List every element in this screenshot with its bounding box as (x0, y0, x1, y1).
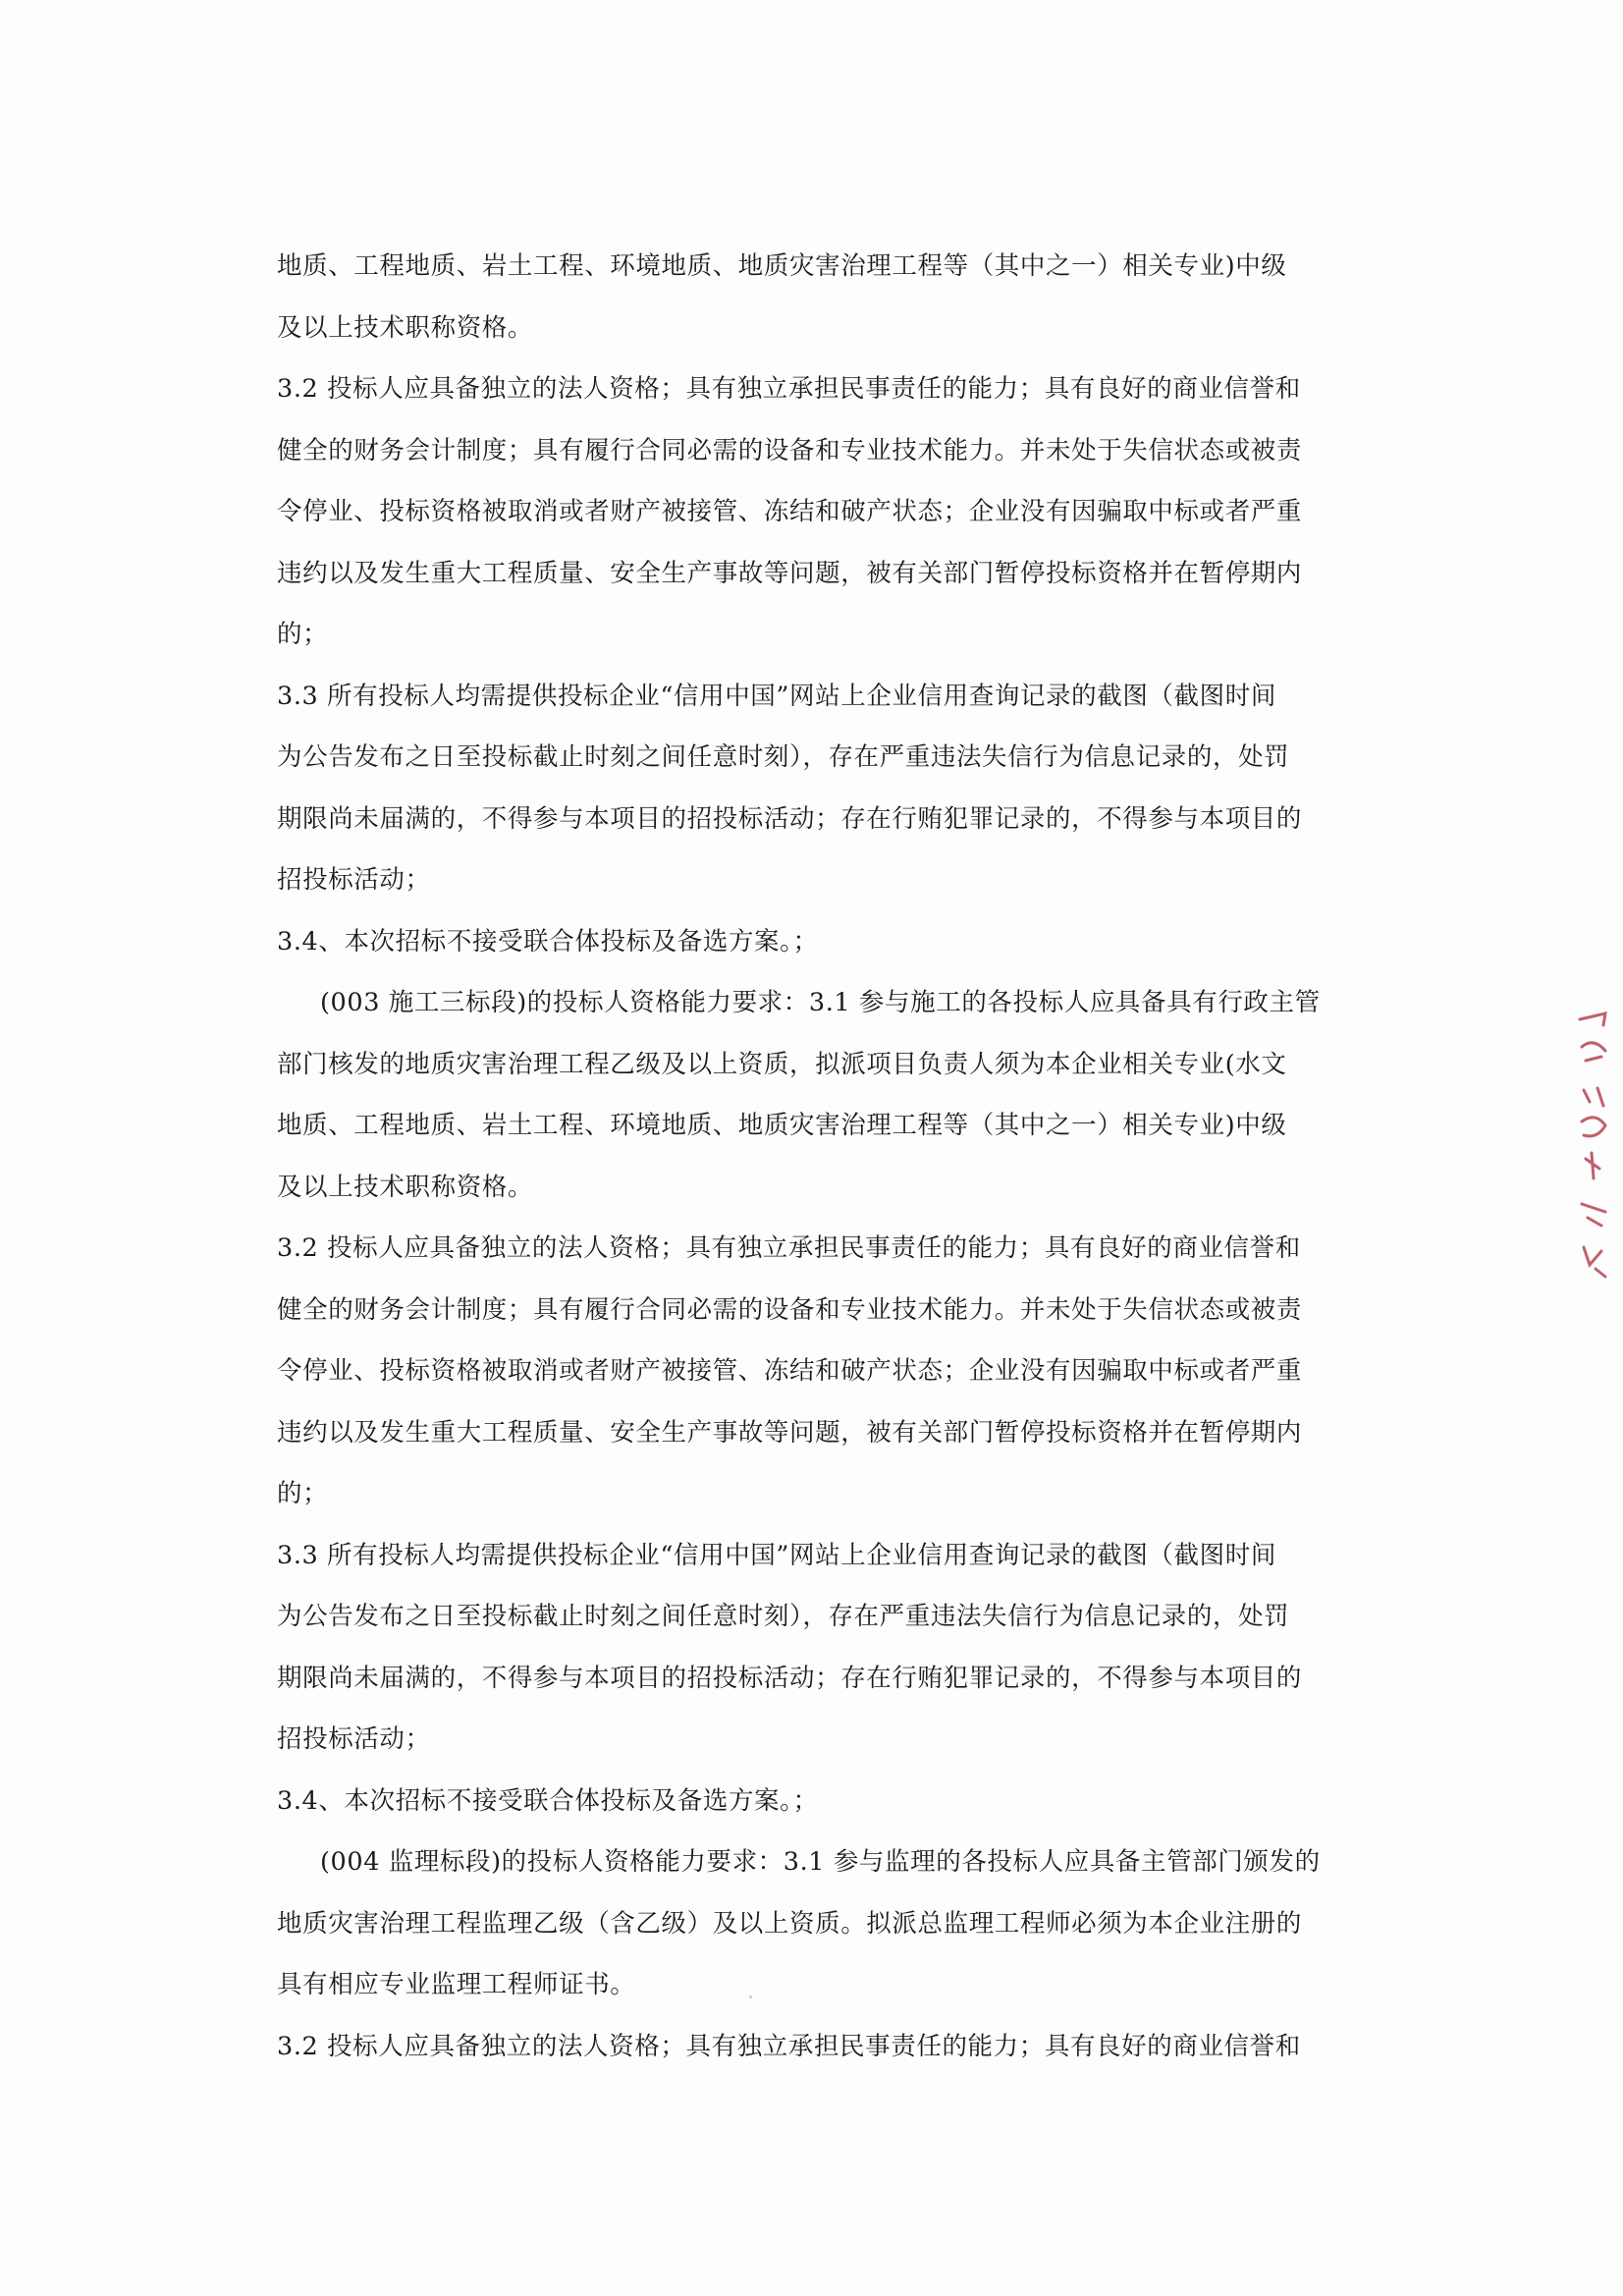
text-line: 期限尚未届满的，不得参与本项目的招投标活动；存在行贿犯罪记录的，不得参与本项目的 (277, 803, 1303, 834)
text-line: 令停业、投标资格被取消或者财产被接管、冻结和破产状态；企业没有因骗取中标或者严重 (277, 1356, 1303, 1386)
text-line: 招投标活动； (277, 865, 431, 895)
text-line: 部门核发的地质灾害治理工程乙级及以上资质，拟派项目负责人须为本企业相关专业(水文 (277, 1049, 1287, 1079)
text-line: 3.3 所有投标人均需提供投标企业“信用中国”网站上企业信用查询记录的截图（截图时间 (277, 681, 1276, 711)
text-line: 的； (277, 1479, 329, 1508)
text-line: 3.4、本次招标不接受联合体投标及备选方案。； (277, 1785, 819, 1816)
text-line: 违约以及发生重大工程质量、安全生产事故等问题，被有关部门暂停投标资格并在暂停期内 (277, 1417, 1303, 1448)
text-line: 地质、工程地质、岩土工程、环境地质、地质灾害治理工程等（其中之一）相关专业)中级 (277, 251, 1287, 281)
text-line: 及以上技术职称资格。 (277, 1172, 534, 1202)
section-heading-003: (003 施工三标段)的投标人资格能力要求：3.1 参与施工的各投标人应具备具有行政主管 (320, 988, 1321, 1017)
text-line: 3.2 投标人应具备独立的法人资格；具有独立承担民事责任的能力；具有良好的商业信誉和 (277, 1233, 1301, 1263)
text-line: 及以上技术职称资格。 (277, 312, 534, 343)
text-line: 健全的财务会计制度；具有履行合同必需的设备和专业技术能力。并未处于失信状态或被责 (277, 1294, 1303, 1325)
text-line: 3.3 所有投标人均需提供投标企业“信用中国”网站上企业信用查询记录的截图（截图时间 (277, 1540, 1276, 1570)
document-body (277, 236, 1369, 2077)
text-line: 的； (277, 620, 329, 649)
text-line: 地质灾害治理工程监理乙级（含乙级）及以上资质。拟派总监理工程师必须为本企业注册的 (277, 1908, 1303, 1939)
text-line: 为公告发布之日至投标截止时刻之间任意时刻），存在严重违法失信行为信息记录的，处罚 (277, 742, 1290, 772)
text-line: 招投标活动； (277, 1724, 431, 1754)
text-line: 健全的财务会计制度；具有履行合同必需的设备和专业技术能力。并未处于失信状态或被责 (277, 435, 1303, 465)
text-line: 令停业、投标资格被取消或者财产被接管、冻结和破产状态；企业没有因骗取中标或者严重 (277, 497, 1303, 526)
text-line: 3.4、本次招标不接受联合体投标及备选方案。； (277, 926, 819, 957)
text-line: 地质、工程地质、岩土工程、环境地质、地质灾害治理工程等（其中之一）相关专业)中级 (277, 1111, 1287, 1140)
text-line: 3.2 投标人应具备独立的法人资格；具有独立承担民事责任的能力；具有良好的商业信誉和 (277, 2031, 1301, 2061)
scan-speck (749, 1995, 752, 1998)
text-line: 违约以及发生重大工程质量、安全生产事故等问题，被有关部门暂停投标资格并在暂停期内 (277, 558, 1303, 588)
text-line: 3.2 投标人应具备独立的法人资格；具有独立承担民事责任的能力；具有良好的商业信誉和 (277, 374, 1301, 404)
text-line: 期限尚未届满的，不得参与本项目的招投标活动；存在行贿犯罪记录的，不得参与本项目的 (277, 1663, 1303, 1693)
text-line: 为公告发布之日至投标截止时刻之间任意时刻），存在严重违法失信行为信息记录的，处罚 (277, 1602, 1290, 1631)
section-heading-004: (004 监理标段)的投标人资格能力要求：3.1 参与监理的各投标人应具备主管部门颁发的 (320, 1847, 1321, 1877)
seal-fragment (1576, 1011, 1611, 1286)
text-line: 具有相应专业监理工程师证书。 (277, 1970, 636, 1999)
